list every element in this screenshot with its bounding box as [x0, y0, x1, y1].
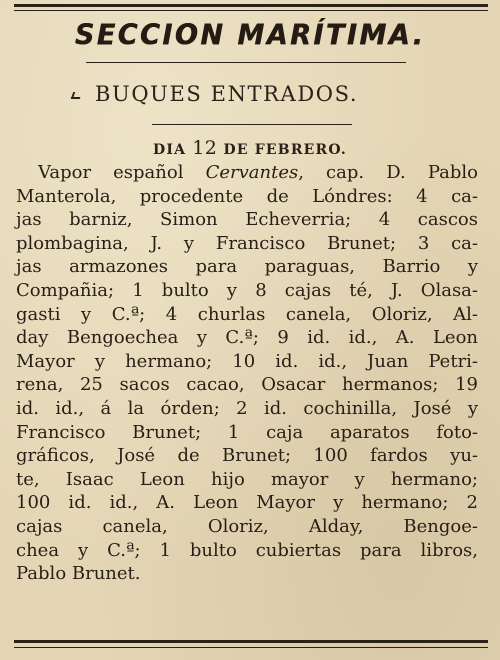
- text-line: [16, 208, 478, 232]
- text-segment: gráficos, José de Brunet; 100 fardos yu-: [16, 445, 478, 467]
- text-line: [16, 232, 478, 256]
- bottom-double-rule-thick: [14, 640, 488, 643]
- ship-entry-paragraph: [16, 161, 478, 586]
- subsection-title-text: BUQUES ENTRADOS.: [95, 82, 359, 106]
- subsection-title: [72, 82, 472, 106]
- text-line: [16, 185, 478, 209]
- text-line: [16, 279, 478, 303]
- date-heading: [0, 137, 500, 159]
- date-day: 12: [192, 137, 218, 159]
- text-segment: Francisco Brunet; 1 caja aparatos foto-: [16, 421, 478, 443]
- section-title: SECCION MARÍTIMA.: [74, 19, 426, 52]
- text-line: [16, 562, 478, 586]
- top-double-rule-thin: [14, 10, 488, 11]
- ship-name: Cervantes: [205, 162, 299, 183]
- text-segment: 100 id. id., A. Leon Mayor y hermano; 2: [16, 492, 478, 514]
- text-line: [16, 373, 478, 397]
- text-line: [16, 444, 478, 468]
- text-line: [16, 397, 478, 421]
- text-segment: gasti y C.ª; 4 churlas canela, Oloriz, Al-: [16, 303, 478, 325]
- subsection-rule: [152, 124, 352, 125]
- text-segment: Manterola, procedente de Lóndres: 4 ca-: [16, 185, 478, 207]
- text-segment: , cap. D. Pablo: [298, 162, 478, 183]
- section-title-rule: [86, 62, 406, 63]
- text-segment: Vapor español: [38, 162, 206, 183]
- text-segment: te, Isaac Leon hijo mayor y hermano;: [16, 468, 478, 490]
- text-line: [16, 539, 478, 563]
- date-prefix: DIA: [152, 142, 187, 158]
- text-line: [16, 468, 478, 492]
- text-line: [16, 255, 478, 279]
- text-segment: day Bengoechea y C.ª; 9 id. id., A. Leon: [16, 327, 478, 349]
- ornament-mark: [71, 92, 83, 99]
- text-line: [16, 350, 478, 374]
- text-segment: rena, 25 sacos cacao, Osacar hermanos; 19: [16, 374, 478, 396]
- text-segment: cajas canela, Oloriz, Alday, Bengoe-: [16, 515, 478, 537]
- date-suffix: DE FEBRERO.: [223, 142, 348, 158]
- text-line: [16, 303, 478, 327]
- top-double-rule-thick: [14, 4, 488, 7]
- text-segment: jas barniz, Simon Echeverria; 4 cascos: [16, 209, 478, 231]
- text-segment: plombagina, J. y Francisco Brunet; 3 ca-: [16, 232, 478, 254]
- text-line: [16, 161, 478, 185]
- text-line: [16, 326, 478, 350]
- text-line: [16, 421, 478, 445]
- text-segment: jas armazones para paraguas, Barrio y: [16, 256, 478, 278]
- text-line: [16, 515, 478, 539]
- text-segment: id. id., á la órden; 2 id. cochinilla, José y: [16, 397, 478, 419]
- text-line: [16, 491, 478, 515]
- text-segment: Mayor y hermano; 10 id. id., Juan Petri-: [16, 350, 478, 372]
- text-segment: Compañia; 1 bulto y 8 cajas té, J. Olasa-: [16, 279, 478, 301]
- text-segment: chea y C.ª; 1 bulto cubiertas para libros,: [16, 539, 478, 561]
- bottom-double-rule-thin: [14, 647, 488, 648]
- text-segment: Pablo Brunet.: [16, 563, 141, 585]
